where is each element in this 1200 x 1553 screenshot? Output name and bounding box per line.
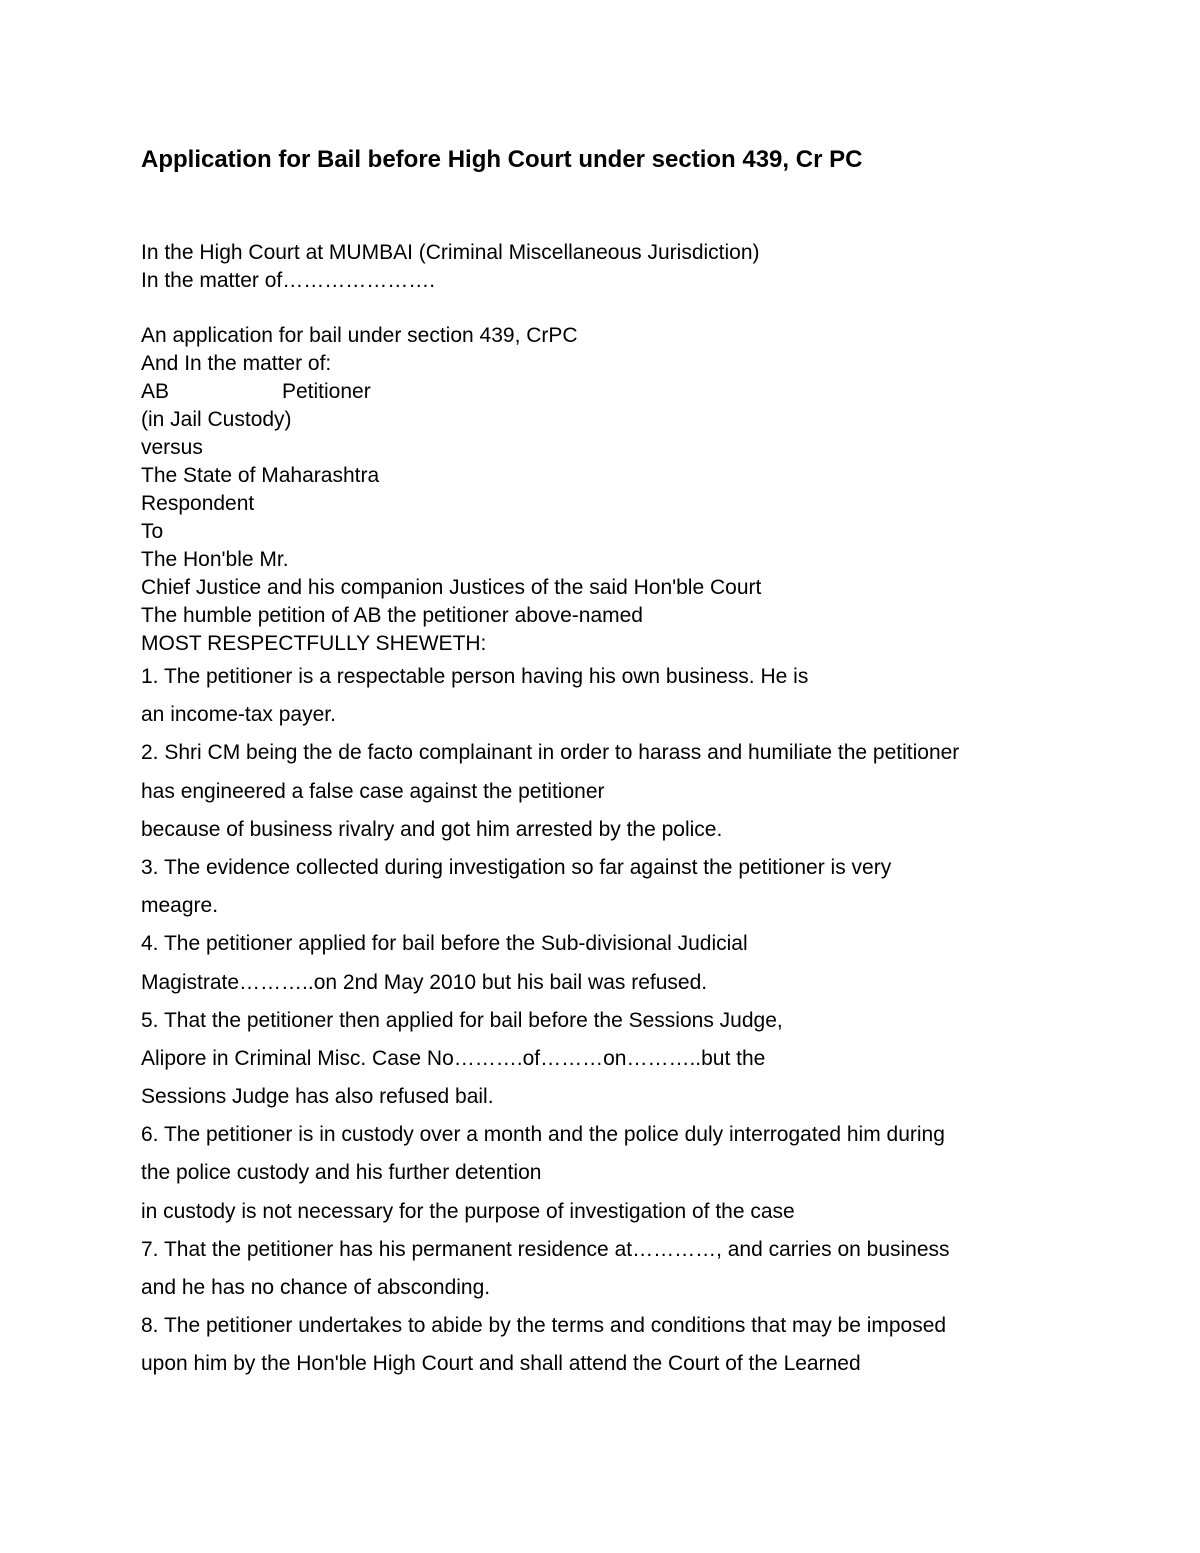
petitioner-role: Petitioner — [282, 380, 371, 403]
paragraph-line: upon him by the Hon'ble High Court and shall attend the Court of the Learned — [141, 1352, 861, 1376]
sheweth-line: MOST RESPECTFULLY SHEWETH: — [141, 632, 487, 655]
paragraph-line: Magistrate………..on 2nd May 2010 but his bail was refused. — [141, 970, 708, 994]
document-title: Application for Bail before High Court under section 439, Cr PC — [141, 146, 863, 173]
paragraph-line: 5. That the petitioner then applied for bail before the Sessions Judge, — [141, 1008, 783, 1032]
court-header — [141, 239, 760, 295]
humble-petition-line: The humble petition of AB the petitioner above-named — [141, 604, 643, 627]
paragraph-line: 3. The evidence collected during investigation so far against the petitioner is very — [141, 855, 892, 879]
paragraph-line: an income-tax payer. — [141, 703, 336, 727]
petitioner-name: AB — [141, 380, 170, 403]
paragraph-line: 2. Shri CM being the de facto complainant in order to harass and humiliate the petitioner — [141, 741, 960, 765]
and-matter-line: And In the matter of: — [141, 352, 332, 375]
paragraph-line: Alipore in Criminal Misc. Case No……….of………on………..but the — [141, 1046, 766, 1070]
paragraph-line: 7. That the petitioner has his permanent residence at…………, and carries on business — [141, 1237, 950, 1261]
application-line: An application for bail under section 439, CrPC — [141, 324, 578, 347]
paragraph-line: in custody is not necessary for the purpose of investigation of the case — [141, 1199, 795, 1223]
court-name: In the High Court at MUMBAI (Criminal Miscellaneous Jurisdiction) — [141, 241, 760, 264]
respondent-role: Respondent — [141, 492, 255, 515]
paragraph-line: the police custody and his further detention — [141, 1161, 542, 1185]
paragraph-line: has engineered a false case against the petitioner — [141, 779, 605, 803]
case-caption — [141, 322, 761, 658]
to-line: To — [141, 520, 164, 543]
petition-paragraphs — [141, 658, 959, 1384]
paragraph-line: 6. The petitioner is in custody over a month and the police duly interrogated him during — [141, 1123, 945, 1147]
petitioner-row — [141, 378, 761, 406]
paragraph-line: 1. The petitioner is a respectable person having his own business. He is — [141, 665, 809, 688]
versus-line: versus — [141, 436, 203, 459]
addressee-detail: Chief Justice and his companion Justices of the said Hon'ble Court — [141, 576, 762, 599]
respondent-name: The State of Maharashtra — [141, 464, 380, 487]
paragraph-line: because of business rivalry and got him arrested by the police. — [141, 817, 723, 841]
paragraph-line: Sessions Judge has also refused bail. — [141, 1085, 494, 1109]
custody-line: (in Jail Custody) — [141, 408, 292, 431]
addressee-line: The Hon'ble Mr. — [141, 548, 289, 571]
paragraph-line: and he has no chance of absconding. — [141, 1276, 491, 1299]
paragraph-line: meagre. — [141, 894, 219, 918]
paragraph-line: 4. The petitioner applied for bail before the Sub-divisional Judicial — [141, 932, 748, 956]
paragraph-line: 8. The petitioner undertakes to abide by the terms and conditions that may be imposed — [141, 1314, 947, 1338]
matter-line: In the matter of…………………. — [141, 269, 436, 292]
